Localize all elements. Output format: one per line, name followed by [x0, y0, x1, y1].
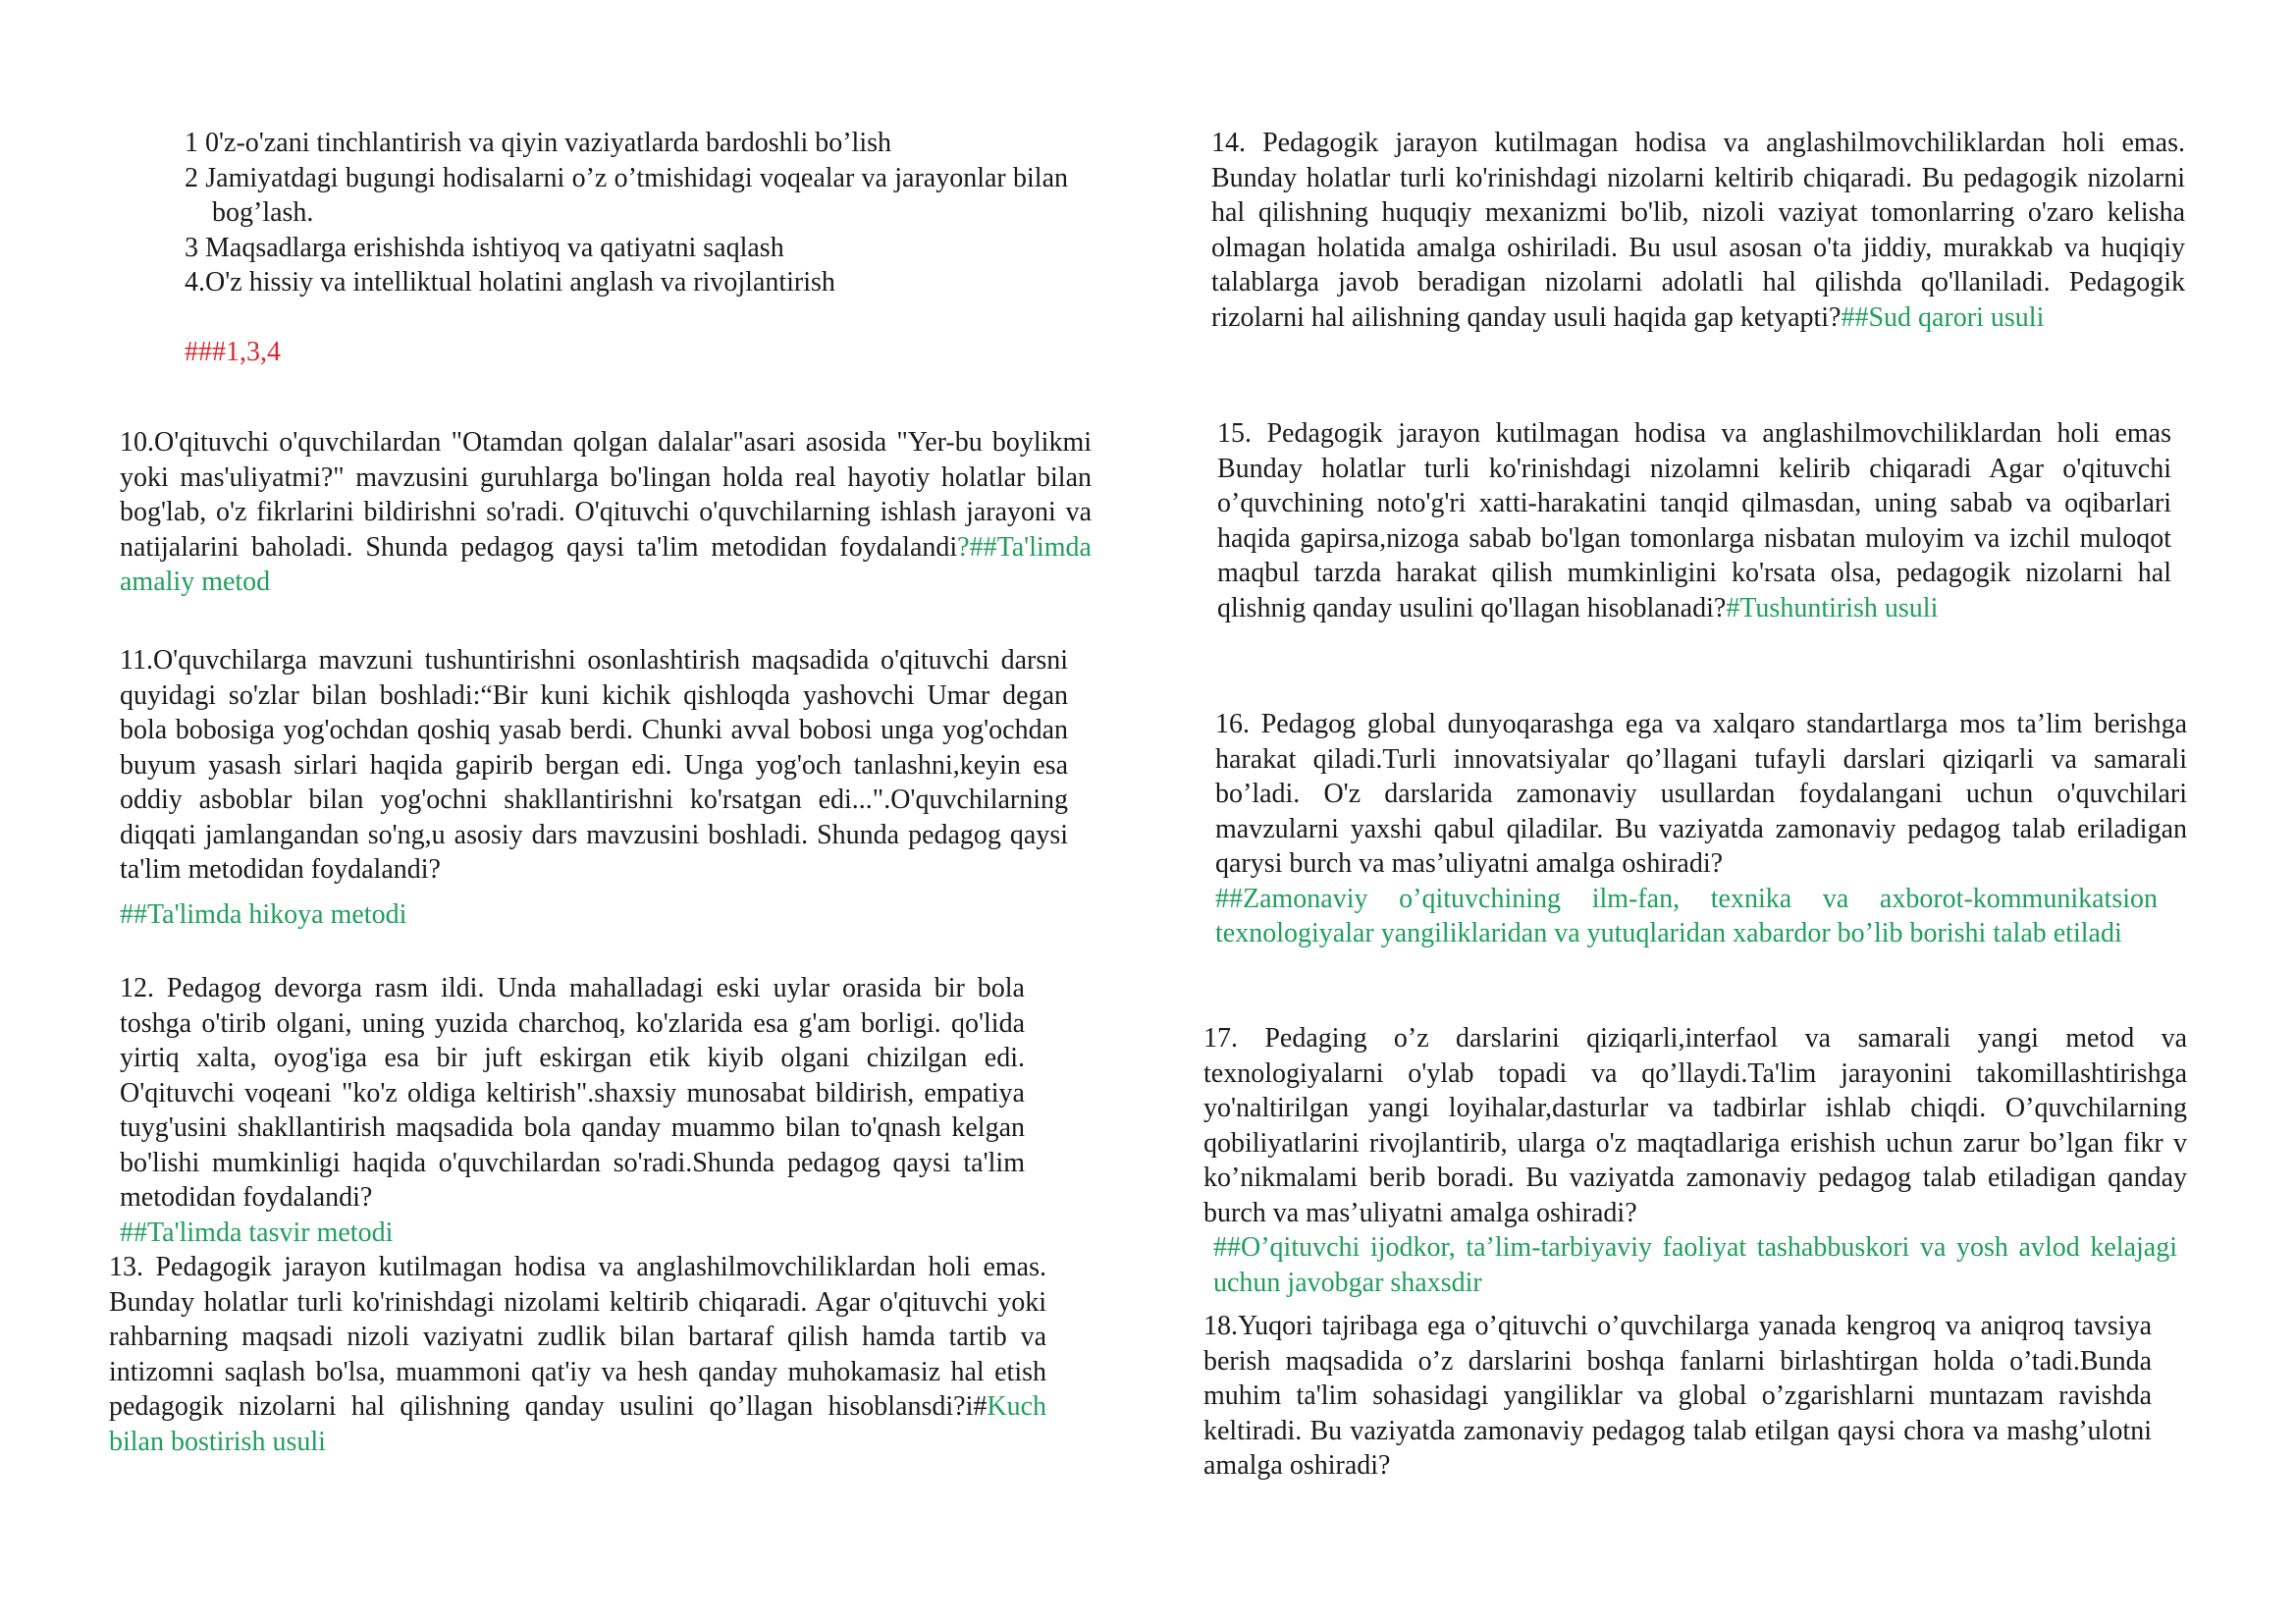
- q12-text: 12. Pedagog devorga rasm ildi. Unda mahalladagi eski uylar orasida bir bola toshga o'tirib olgani, uning yuzida charchoq, ko'zlarida esa g'am borligi. qo'lida yirtiq xalta, oyog'iga esa bir juft eskirgan etik kiyib olgani chizilgan edi. O'qituvchi voqeani "ko'z oldiga keltirish".shaxsiy munosabat bildirish, empatiya tuyg'usini shakllantirish maqsadida bola qanday muammo bilan to'qnash kelgan bo'lishi mumkinligi haqida o'quvchilardan so'radi.Shunda pedagog qaysi ta'lim metodidan foydalandi?: [120, 973, 1025, 1213]
- q14-answer: ##Sud qarori usuli: [1841, 301, 2045, 333]
- q16-answer: ##Zamonaviy o’qituvchining ilm-fan, texnika va axborot-kommunikatsion texnologiyalar yangiliklaridan va yutuqlaridan xabardor bo’lib borishi talab etiladi: [1215, 883, 2158, 948]
- option-1: 1 0'z-o'zani tinchlantirish va qiyin vaziyatlarda bardoshli bo’lish: [185, 128, 892, 158]
- q15-answer: #Tushuntirish usuli: [1726, 592, 1939, 623]
- q10-answer: ?##Ta'limda amaliy metod: [120, 531, 1092, 597]
- question-18: [1203, 1309, 2152, 1484]
- q10-text: 10.O'qituvchi o'quvchilardan "Otamdan qolgan dalalar"asari asosida "Yer-bu boylikmi yoki mas'uliyatmi?" mavzusini guruhlarga bo'lingan holda real hayotiy holatlar bilan bog'lab, o'z fikrlarini bildirishni so'radi. O'qituvchi o'quvchilarning ishlash jarayoni va natijalarini baholadi. Shunda pedagog qaysi ta'lim metodidan foydalandi: [120, 427, 1092, 563]
- q17-text: 17. Pedaging o’z darslarini qiziqarli,interfaol va samarali yangi metod va texnologiyalarni o'ylab topadi va qo’llaydi.Ta'lim jarayonini takomillashtirishga yo'naltirilgan yangi loyihalar,dasturlar va tadbirlar ishlab chiqdi. O’quvchilarning qobiliyatlarini rivojlantirib, ularga o'z maqtadlariga erishish uchun zarur bo’lgan fikr v ko’nikmalami berib boradi. Bu vaziyatda zamonaviy pedagog talab etiladigan qanday burch va mas’uliyatni amalga oshiradi?: [1203, 1023, 2187, 1228]
- question-14: [1211, 126, 2185, 335]
- q18-text: 18.Yuqori tajribaga ega o’qituvchi o’quvchilarga yanada kengroq va aniqroq tavsiya berish maqsadida o’z darslarini boshqa fanlarni birlashtirgan holda o’tadi.Bunda muhim ta'lim sohasidagi yangiliklar va global o’zgarishlarni muntazam ravishda keltiradi. Bu vaziyatda zamonaviy pedagog talab etilgan qaysi chora va mashg’ulotni amalga oshiradi?: [1203, 1311, 2152, 1481]
- option-2: 2 Jamiyatdagi bugungi hodisalarni o’z o’tmishidagi voqealar va jarayonlar bilan bog’lash.: [185, 162, 1068, 228]
- q9-answer: ###1,3,4: [185, 336, 281, 367]
- option-4: 4.O'z hissiy va intelliktual holatini anglash va rivojlantirish: [185, 267, 835, 298]
- q11-answer: ##Ta'limda hikoya metodi: [120, 898, 407, 930]
- q16-text: 16. Pedagog global dunyoqarashga ega va xalqaro standartlarga mos ta’lim berishga harakat qiladi.Turli innovatsiyalar qo’llagani tufayli darslari qiziqarli va samarali bo’ladi. O'z darslarida zamonaviy usullardan foydalangani uchun o'quvchilari mavzularni yaxshi qabul qiladilar. Bu vaziyatda zamonaviy pedagog talab eriladigan qarysi burch va mas’uliyatni amalga oshiradi?: [1215, 709, 2187, 879]
- question-12: [120, 971, 1025, 1250]
- q13-text: 13. Pedagogik jarayon kutilmagan hodisa va anglashilmovchiliklardan holi emas. Bunday holatlar turli ko'rinishdagi nizolami keltirib chiqaradi. Agar o'qituvchi yoki rahbarning maqsadi nizoli vaziyatni zudlik bilan bartaraf qilish hamda tartib va intizomni saqlash bo'lsa, muammoni qat'iy va hesh qanday muhokamasiz hal etish pedagogik nizolarni hal qilishning qanday usulini qo’llagan hisoblansdi?i#: [109, 1252, 1046, 1422]
- question-10: [120, 425, 1092, 600]
- q12-answer: ##Ta'limda tasvir metodi: [120, 1217, 394, 1248]
- q9-options: [185, 126, 1068, 369]
- question-17: [1203, 1021, 2187, 1300]
- question-16: [1215, 707, 2187, 951]
- question-11: [120, 643, 1068, 932]
- q11-text: 11.O'quvchilarga mavzuni tushuntirishni osonlashtirish maqsadida o'qituvchi darsni quyidagi so'zlar bilan boshladi:“Bir kuni kichik qishloqda yashovchi Umar degan bola bobosiga yog'ochdan qoshiq yasab berdi. Chunki avval bobosi unga yog'ochdan buyum yasash sirlari haqida gapirib bergan edi. Unga yog'och tanlashni,keyin esa oddiy asboblar bilan yog'ochni shakllantirishni ko'rsatgan edi...".O'quvchilarning diqqati jamlangandan so'ng,u asosiy dars mavzusini boshladi. Shunda pedagog qaysi ta'lim metodidan foydalandi?: [120, 645, 1068, 885]
- q14-text: 14. Pedagogik jarayon kutilmagan hodisa va anglashilmovchiliklardan holi emas. Bunday holatlar turli ko'rinishdagi nizolarni keltirib chiqaradi. Bu pedagogik nizolarni hal qilishning huquqiy mexanizmi bo'lib, nizoli vaziyat tomonlarring o'zaro kelisha olmagan holatida amalga oshiriladi. Bu usul asosan o'ta jiddiy, murakkab va huqiqiy talablarga javob beradigan nizolarni adolatli hal qilishda qo'llaniladi. Pedagogik rizolarni hal ailishning qanday usuli haqida gap ketyapti?: [1211, 128, 2185, 333]
- question-13: [109, 1250, 1046, 1459]
- option-3: 3 Maqsadlarga erishishda ishtiyoq va qatiyatni saqlash: [185, 232, 784, 263]
- q15-text: 15. Pedagogik jarayon kutilmagan hodisa va anglashilmovchiliklardan holi emas Bunday holatlar turli ko'rinishdagi nizolamni kelirib chiqaradi Agar o'qituvchi o’quvchining noto'g'ri xatti-harakatini tanqid qilmasdan, uning sabab va oqibarlari haqida gapirsa,nizoga sabab bo'lgan tomonlarga nisbatan muloyim va izchil muloqot maqbul tarzda harakat qilish mumkinligini ko'rsata olsa, pedagogik nizolarni hal qlishnig qanday usulini qo'llagan hisoblanadi?: [1217, 418, 2171, 623]
- q13-answer: Kuch bilan bostirish usuli: [109, 1391, 1046, 1457]
- question-15: [1217, 416, 2171, 625]
- q17-answer: ##O’qituvchi ijodkor, ta’lim-tarbiyaviy faoliyat tashabbuskori va yosh avlod kelajagi uchun javobgar shaxsdir: [1213, 1232, 2177, 1298]
